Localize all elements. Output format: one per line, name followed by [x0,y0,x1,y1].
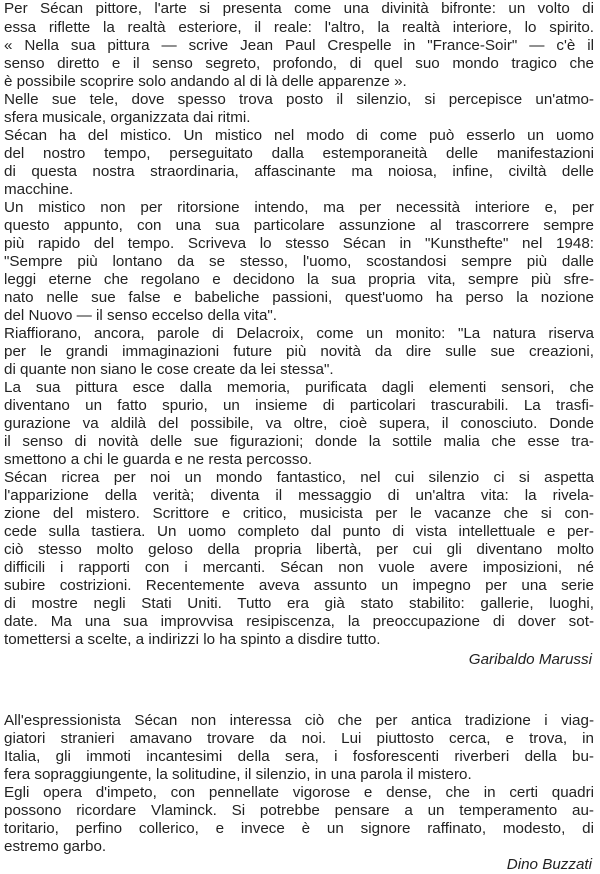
text-line: Riaffiorano, ancora, parole di Delacroix, come un monito: "La natura riserva [4,325,594,342]
text-line: macchine. [4,181,74,198]
text-line: del nostro tempo, perseguitato dalla estemporaneità delle manifestazioni [4,145,594,162]
text-line: gurazione va aldilà del possibile, va oltre, cioè supera, il conosciuto. Donde [4,415,594,432]
text-line: Per Sécan pittore, l'arte si presenta come una divinità bifronte: un volto di [4,0,594,17]
text-line: Un mistico non per ritorsione intendo, ma per necessità interiore e, per [4,199,594,216]
text-line: tomettersi a scelte, a indirizzi lo ha spinto a disdire tutto. [4,631,381,648]
text-line: estremo garbo. [4,838,107,855]
text-line: Egli opera d'impeto, con pennellate vigorose e dense, che in certi quadri [4,784,594,801]
text-line: giatori stranieri amavano trovare da noi. Lui piuttosto cerca, e trova, in [4,730,594,747]
text-line: smettono a chi le guarda e ne resta percosso. [4,451,313,468]
text-line: difficili i rapporti con i mercanti. Sécan non vuole avere imposizioni, né [4,559,594,576]
text-line: possono ricordare Vlaminck. Si potrebbe pensare a un temperamento au- [4,802,594,819]
text-line: di mostre negli Stati Uniti. Tutto era già stato stabilito: gallerie, luoghi, [4,595,594,612]
text-line: Sécan ha del mistico. Un mistico nel modo di come può esserlo un uomo [4,127,594,144]
text-line: senso diretto e il senso segreto, profondo, di quel suo mondo tragico che [4,55,594,72]
text-line: di quante non siano le cose create da lei stessa". [4,361,334,378]
text-line: « Nella sua pittura — scrive Jean Paul Crespelle in "France-Soir" — c'è il [4,37,594,54]
text-line: cede sulla tastiera. Un uomo completo dal punto di vista intellettuale e per- [4,523,594,540]
author-signature-marussi: Garibaldo Marussi [468,651,592,668]
text-line: subire costrizioni. Recentemente aveva assunto un impegno per una serie [4,577,594,594]
text-line: il senso di novità delle sue figurazioni; donde la sottile malia che esse tra- [4,433,594,450]
text-line: Nelle sue tele, dove spesso trova posto il silenzio, si percepisce un'atmo- [4,91,594,108]
text-line: toritario, perfino collerico, e invece è un signore raffinato, modesto, di [4,820,594,837]
text-line: nato nelle sue false e babeliche passioni, quest'uomo ha perso la nozione [4,289,594,306]
text-line: La sua pittura esce dalla memoria, purificata dagli elementi sensori, che [4,379,594,396]
text-line: date. Ma una sua improvvisa resipiscenza, la preoccupazione di dover sot- [4,613,594,630]
text-line: ciò stesso molto geloso della propria libertà, per cui gli diventano molto [4,541,594,558]
text-line: zione del mistero. Scrittore e critico, musicista per le vacanze che si con- [4,505,594,522]
text-line: diventano un fatto spurio, un insieme di particolari trascurabili. La trasfi- [4,397,594,414]
author-signature-buzzati: Dino Buzzati [506,856,592,873]
text-line: del Nuovo — il senso eccelso della vita". [4,307,277,324]
text-line: All'espressionista Sécan non interessa ciò che per antica tradizione i viag- [4,712,594,729]
text-line: Italia, gli immoti incantesimi della sera, i fosforescenti riverberi della bu- [4,748,594,765]
text-line: per le grandi immaginazioni future più novità da dire sulle sue creazioni, [4,343,594,360]
text-line: essa riflette la realtà esteriore, il reale: l'altro, la realtà interiore, lo spirito. [4,19,594,36]
text-line: più rapido del tempo. Scriveva lo stesso Sécan in "Kunsthefte" nel 1948: [4,235,594,252]
text-line: sfera musicale, organizzata dai ritmi. [4,109,251,126]
text-line: leggi eterne che regolano e decidono la sua propria vita, sempre più sfre- [4,271,594,288]
text-line: di questa nostra straordinaria, affascinante ma noiosa, infine, civiltà delle [4,163,594,180]
text-line: "Sempre più lontano da se stesso, l'uomo, scostandosi sempre più dalle [4,253,594,270]
text-line: è possibile scoprire solo andando al di là delle apparenze ». [4,73,407,90]
text-line: fera sopraggiungente, la solitudine, il silenzio, in una parola il mistero. [4,766,472,783]
text-line: Sécan ricrea per noi un mondo fantastico, nel cui silenzio ci si aspetta [4,469,594,486]
text-line: questo appunto, con una sua particolare assunzione al trascorrere sempre [4,217,594,234]
text-line: l'apparizione della verità; diventa il messaggio di un'altra vita: la rivela- [4,487,594,504]
